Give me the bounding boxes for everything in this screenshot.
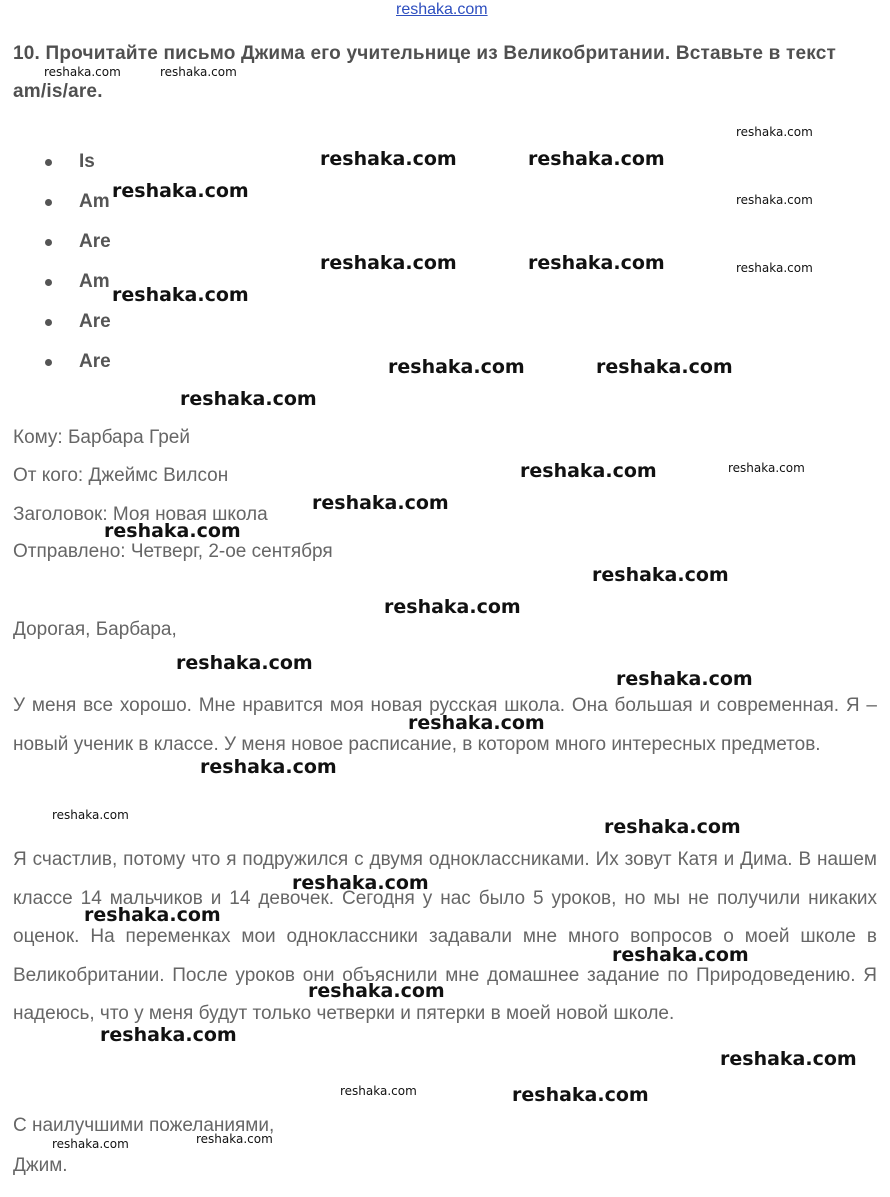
watermark: reshaka.com: [112, 284, 249, 306]
watermark: reshaka.com: [308, 980, 445, 1002]
watermark: reshaka.com: [320, 148, 457, 170]
watermark: reshaka.com: [176, 652, 313, 674]
email-to: Кому: Барбара Грей: [13, 427, 190, 448]
bullet-icon: [45, 359, 52, 366]
answer-text: Is: [79, 151, 95, 172]
watermark: reshaka.com: [104, 520, 241, 542]
watermark: reshaka.com: [596, 356, 733, 378]
answer-text: Are: [79, 231, 111, 252]
bullet-icon: [45, 239, 52, 246]
watermark: reshaka.com: [736, 125, 813, 139]
watermark: reshaka.com: [340, 1084, 417, 1098]
email-from: От кого: Джеймс Вилсон: [13, 465, 229, 486]
watermark: reshaka.com: [312, 492, 449, 514]
watermark: reshaka.com: [736, 193, 813, 207]
site-logo-link[interactable]: reshaka.com: [396, 1, 488, 18]
bullet-icon: [45, 199, 52, 206]
email-paragraph-2: Я счастлив, потому что я подружился с двумя одноклассниками. Их зовут Катя и Дима. В нашем классе 14 мальчиков и 14 девочек. Сегодня у нас было 5 уроков, но мы не получили никаких оценок. На переменках мои одноклассники задавали мне много вопросов о моей школе в Великобритании. После уроков они объяснили мне домашнее задание по Природоведению. Я надеюсь, что у меня будут только четверки и пятерки в моей новой школе.: [13, 849, 877, 1024]
watermark: reshaka.com: [520, 460, 657, 482]
bullet-icon: [45, 159, 52, 166]
answer-text: Are: [79, 351, 111, 372]
watermark: reshaka.com: [320, 252, 457, 274]
watermark: reshaka.com: [112, 180, 249, 202]
watermark: reshaka.com: [388, 356, 525, 378]
watermark: reshaka.com: [52, 1137, 129, 1151]
email-greeting: Дорогая, Барбара,: [13, 619, 177, 640]
watermark: reshaka.com: [720, 1048, 857, 1070]
watermark: reshaka.com: [84, 904, 221, 926]
watermark: reshaka.com: [512, 1084, 649, 1106]
watermark: reshaka.com: [52, 808, 129, 822]
answer-item: [0, 222, 111, 262]
bullet-icon: [45, 279, 52, 286]
watermark: reshaka.com: [616, 668, 753, 690]
email-closing: С наилучшими пожеланиями,: [13, 1115, 275, 1136]
answer-item: [0, 142, 111, 182]
watermark: reshaka.com: [408, 712, 545, 734]
email-sent: Отправлено: Четверг, 2-ое сентября: [13, 541, 333, 562]
answer-text: Am: [79, 271, 110, 292]
watermark: reshaka.com: [44, 65, 121, 79]
watermark: reshaka.com: [100, 1024, 237, 1046]
answer-text: Am: [79, 191, 110, 212]
answer-list: [0, 142, 111, 382]
watermark: reshaka.com: [728, 461, 805, 475]
watermark: reshaka.com: [196, 1132, 273, 1146]
watermark: reshaka.com: [160, 65, 237, 79]
watermark: reshaka.com: [200, 756, 337, 778]
watermark: reshaka.com: [180, 388, 317, 410]
watermark: reshaka.com: [592, 564, 729, 586]
watermark: reshaka.com: [528, 148, 665, 170]
email-paragraph-1: У меня все хорошо. Мне нравится моя новая русская школа. Она большая и современная. Я – новый ученик в классе. У меня новое расписание, в котором много интересных предметов.: [13, 695, 877, 755]
answer-item: [0, 182, 111, 222]
bullet-icon: [45, 319, 52, 326]
watermark: reshaka.com: [292, 872, 429, 894]
answer-item: [0, 302, 111, 342]
answer-text: Are: [79, 311, 111, 332]
answer-item: [0, 342, 111, 382]
watermark: reshaka.com: [604, 816, 741, 838]
watermark: reshaka.com: [384, 596, 521, 618]
email-subject: Заголовок: Моя новая школа: [13, 504, 268, 525]
answer-item: [0, 262, 111, 302]
watermark: reshaka.com: [612, 944, 749, 966]
email-signature: Джим.: [13, 1155, 68, 1176]
watermark: reshaka.com: [528, 252, 665, 274]
watermark: reshaka.com: [736, 261, 813, 275]
task-title: 10. Прочитайте письмо Джима его учительнице из Великобритании. Вставьте в текст am/is/are.: [13, 43, 836, 102]
